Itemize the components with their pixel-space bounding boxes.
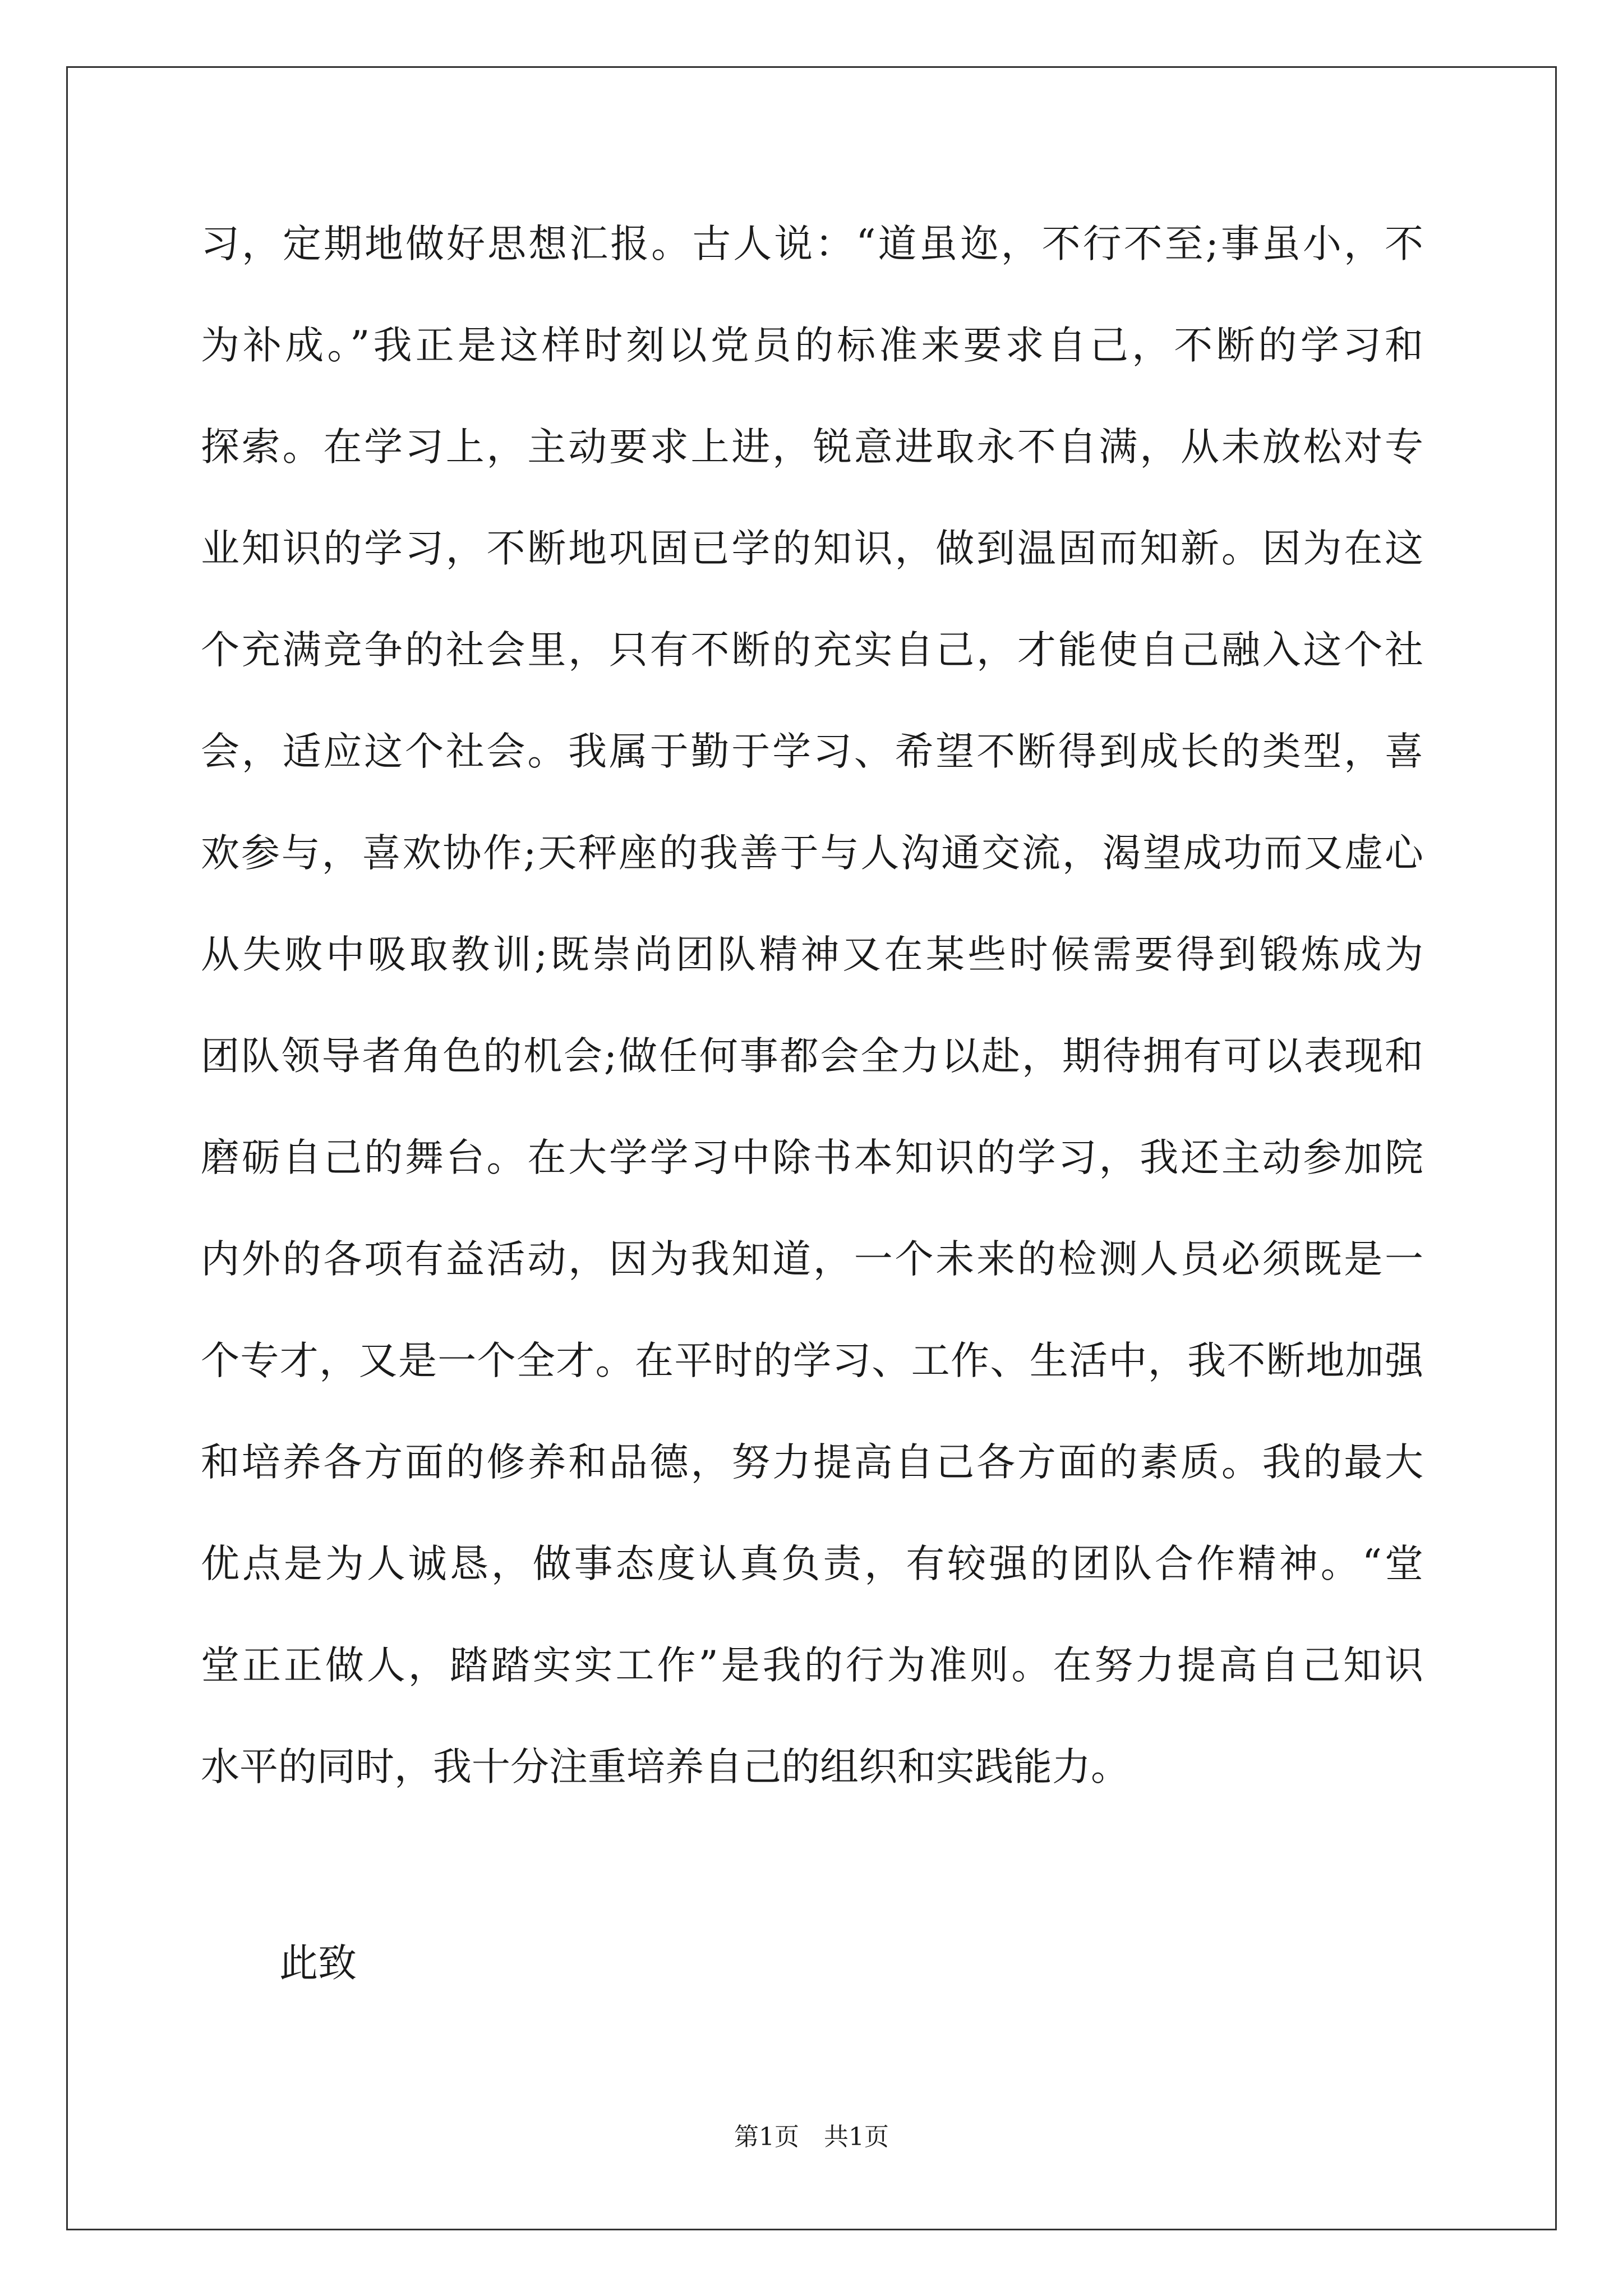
text-line: 堂正正做人，踏踏实实工作”是我的行为准则。在努力提高自己知识 <box>201 1643 1423 1688</box>
text-line: 探索。在学习上，主动要求上进，锐意进取永不自满，从未放松对专 <box>201 425 1423 470</box>
text-line: 为补成。”我正是这样时刻以党员的标准来要求自己，不断的学习和 <box>201 323 1423 368</box>
text-line: 从失败中吸取教训;既崇尚团队精神又在某些时候需要得到锻炼成为 <box>201 932 1423 977</box>
page-number: 第1页 <box>734 2123 799 2151</box>
text-line: 业知识的学习，不断地巩固已学的知识，做到温固而知新。因为在这 <box>201 526 1423 571</box>
text-line: 优点是为人诚恳，做事态度认真负责，有较强的团队合作精神。“堂 <box>201 1542 1423 1586</box>
page-total: 共1页 <box>824 2123 889 2151</box>
text-line: 水平的同时，我十分注重培养自己的组织和实践能力。 <box>201 1745 1129 1789</box>
text-line: 会，适应这个社会。我属于勤于学习、希望不断得到成长的类型，喜 <box>201 729 1423 774</box>
text-line: 个充满竞争的社会里，只有不断的充实自己，才能使自己融入这个社 <box>201 628 1423 673</box>
text-line: 内外的各项有益活动，因为我知道，一个未来的检测人员必须既是一 <box>201 1237 1423 1282</box>
text-line: 团队领导者角色的机会;做任何事都会全力以赴，期待拥有可以表现和 <box>201 1034 1423 1079</box>
text-line: 个专才，又是一个全才。在平时的学习、工作、生活中，我不断地加强 <box>201 1338 1423 1383</box>
text-line: 习，定期地做好思想汇报。古人说：“道虽迩，不行不至;事虽小，不 <box>201 222 1423 266</box>
text-line: 磨砺自己的舞台。在大学学习中除书本知识的学习，我还主动参加院 <box>201 1135 1423 1180</box>
text-line: 欢参与，喜欢协作;天秤座的我善于与人沟通交流，渴望成功而又虚心 <box>201 831 1423 876</box>
body-paragraph <box>201 213 1423 1838</box>
text-line: 和培养各方面的修养和品德，努力提高自己各方面的素质。我的最大 <box>201 1440 1423 1485</box>
closing-salutation: 此致 <box>279 1941 357 1986</box>
page-footer <box>0 2120 1623 2154</box>
